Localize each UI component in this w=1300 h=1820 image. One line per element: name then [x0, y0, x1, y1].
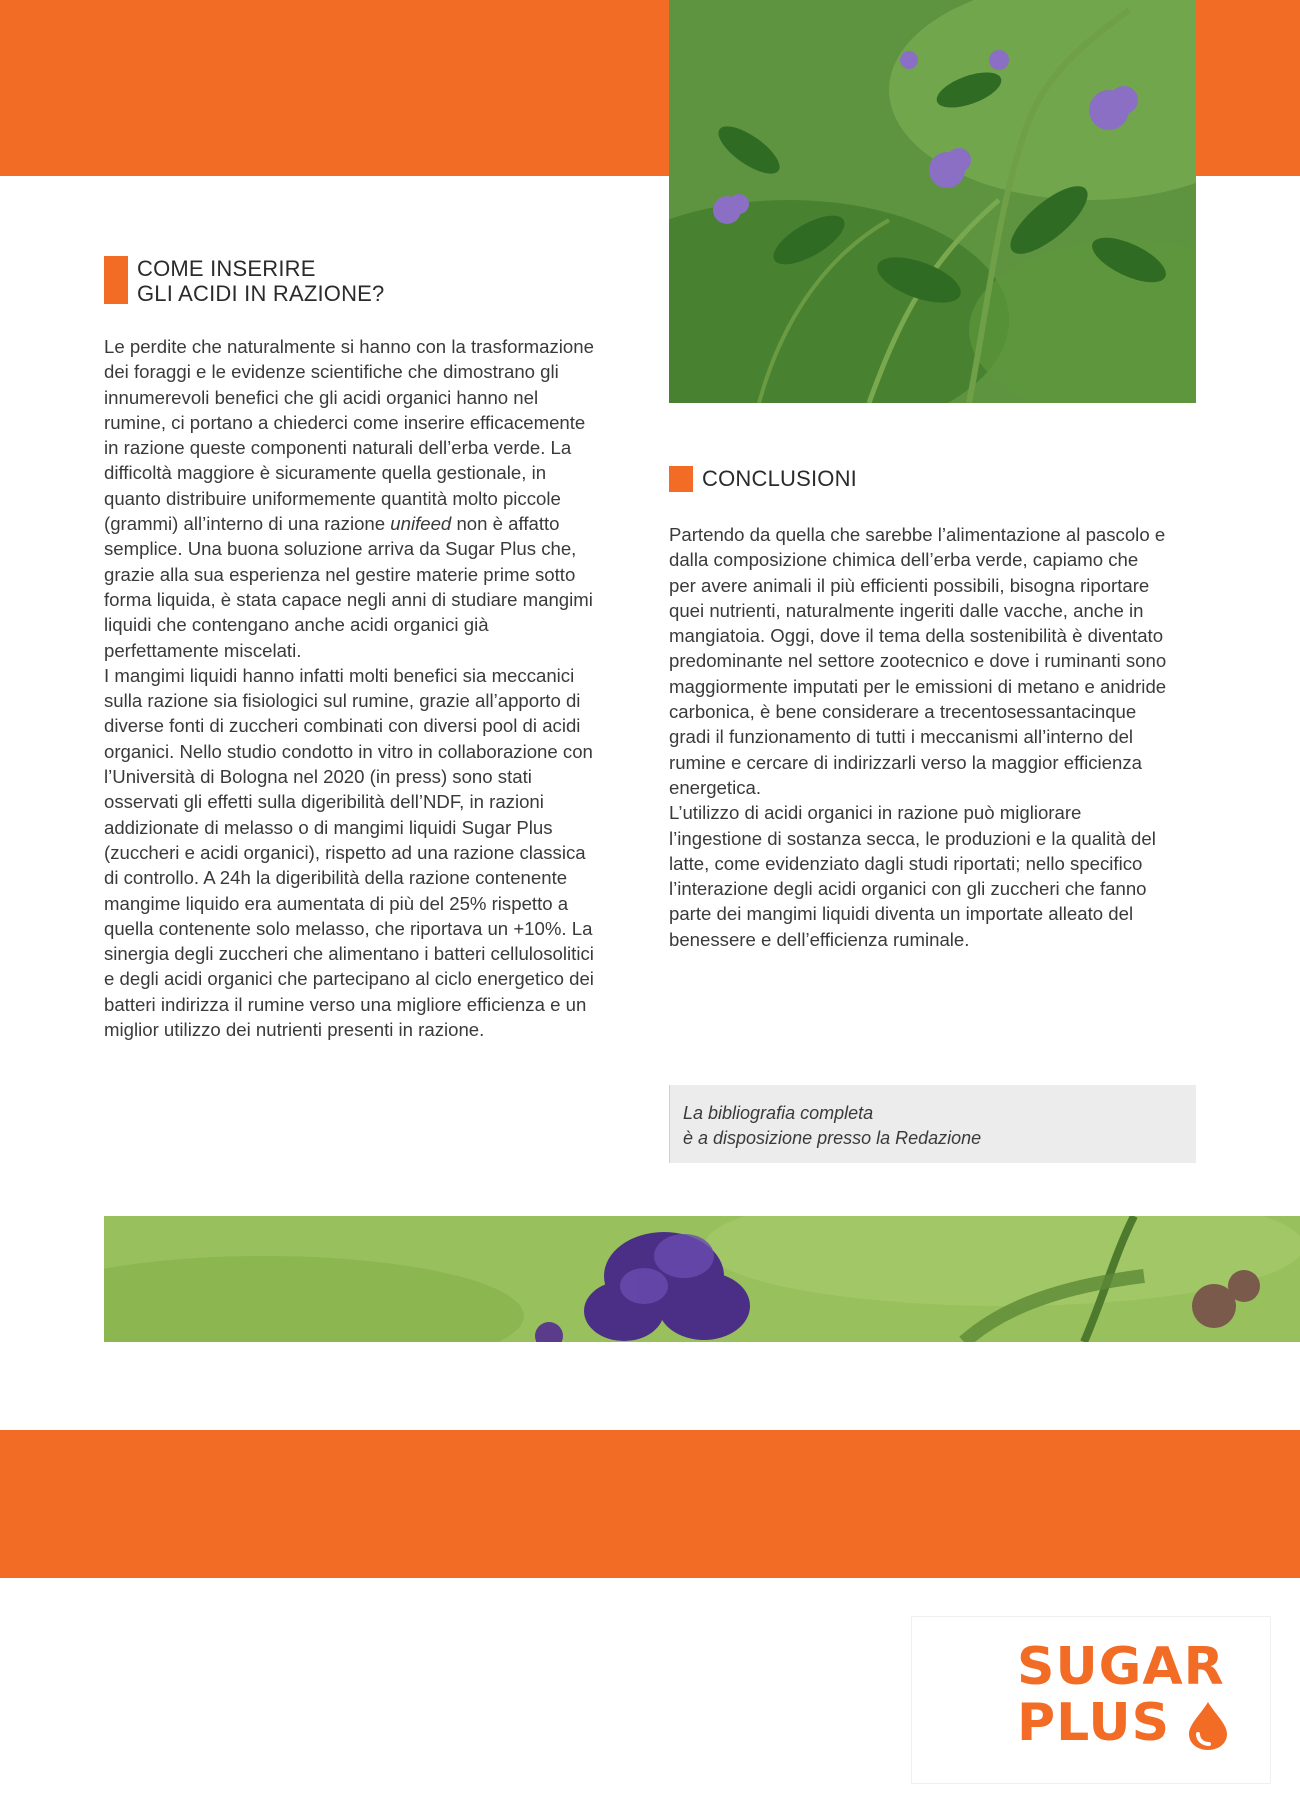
alfalfa-plant-photo	[669, 0, 1196, 403]
alfalfa-flower-illustration	[104, 1216, 1300, 1342]
paragraph: Partendo da quella che sarebbe l’alimentazione al pascolo e dalla composizione chimica dell’erba verde, capiamo che per avere animali il più efficienti possibili, bisogna riportare quei nutrienti, naturalmente ingeriti dalle vacche, anche in mangiatoia. Oggi, dove il tema della sostenibilità è diventato predominante nel settore zootecnico e dove i ruminanti sono maggiormente imputati per le emissioni di metano e anidride carbonica, è bene considerare a trecentosessantacinque gradi il funzionamento di tutti i meccanismi all’interno del rumine e cercare di indirizzarli verso la maggior efficienza energetica.	[669, 524, 1167, 798]
heading-marker	[104, 256, 128, 304]
paragraph-text: non è affatto semplice. Una buona soluzione arriva da Sugar Plus che, grazie alla sua esperienza nel gestire materie prime sotto forma liquida, è stata capace negli anni di studiare mangimi liquidi che contengano anche acidi organici già perfettamente miscelati.	[104, 513, 593, 661]
section-heading-conclusioni	[669, 466, 857, 492]
heading-title	[137, 256, 497, 306]
paragraph-text: Le perdite che naturalmente si hanno con la trasformazione dei foraggi e le evidenze scientifiche che dimostrano gli innumerevoli benefici che gli acidi organici hanno nel rumine, ci portano a chiederci come inserire efficacemente in razione queste componenti naturali dell’erba verde. La difficoltà maggiore è sicuramente quella gestionale, in quanto distribuire uniformemente quantità molto piccole (grammi) all’interno di una razione	[104, 336, 594, 535]
bibliography-line-1: La bibliografia completa	[683, 1103, 874, 1123]
alfalfa-flower-photo	[104, 1216, 1300, 1342]
bottom-orange-band	[0, 1430, 1300, 1578]
bibliography-note	[669, 1085, 1196, 1163]
heading-title: CONCLUSIONI	[702, 466, 857, 491]
logo-line-2: PLUS	[1017, 1693, 1171, 1753]
heading-line-1: COME INSERIRE	[137, 256, 316, 281]
bibliography-line-2: è a disposizione presso la Redazione	[683, 1128, 982, 1148]
logo-line-1: SUGAR	[1017, 1637, 1225, 1697]
heading-marker	[669, 466, 693, 492]
alfalfa-plant-illustration	[669, 0, 1196, 403]
paragraph	[104, 334, 598, 663]
left-column-text	[104, 334, 598, 1042]
emphasis-term: unifeed	[390, 513, 452, 535]
paragraph: L’utilizzo di acidi organici in razione può migliorare l’ingestione di sostanza secca, le produzioni e la qualità del latte, come evidenziato dagli studi riportati; nello specifico l’interazione degli acidi organici con gli zuccheri che fanno parte dei mangimi liquidi diventa un importate alleato del benessere e dell’efficienza ruminale.	[669, 802, 1156, 950]
drop-icon	[1185, 1700, 1231, 1752]
heading-line-2: GLI ACIDI IN RAZIONE?	[137, 281, 385, 306]
bibliography-rule	[669, 1085, 670, 1163]
section-heading-acidi	[104, 256, 497, 306]
right-column-text	[669, 522, 1169, 952]
paragraph: I mangimi liquidi hanno infatti molti benefici sia meccanici sulla razione sia fisiologici sul rumine, grazie all’apporto di diverse fonti di zuccheri combinati con diversi pool di acidi organici. Nello studio condotto in vitro in collaborazione con l’Università di Bologna nel 2020 (in press) sono stati osservati gli effetti sulla digeribilità dell’NDF, in razioni addizionate di melasso o di mangimi liquidi Sugar Plus (zuccheri e acidi organici), rispetto ad una razione classica di controllo. A 24h la digeribilità della razione contenente mangime liquido era aumentata di più del 25% rispetto a quella contenente solo melasso, che riportava un +10%. La sinergia degli zuccheri che alimentano i batteri cellulosolitici e degli acidi organici che partecipano al ciclo energetico dei batteri indirizza il rumine verso una migliore efficienza e un miglior utilizzo dei nutrienti presenti in razione.	[104, 664, 594, 1041]
